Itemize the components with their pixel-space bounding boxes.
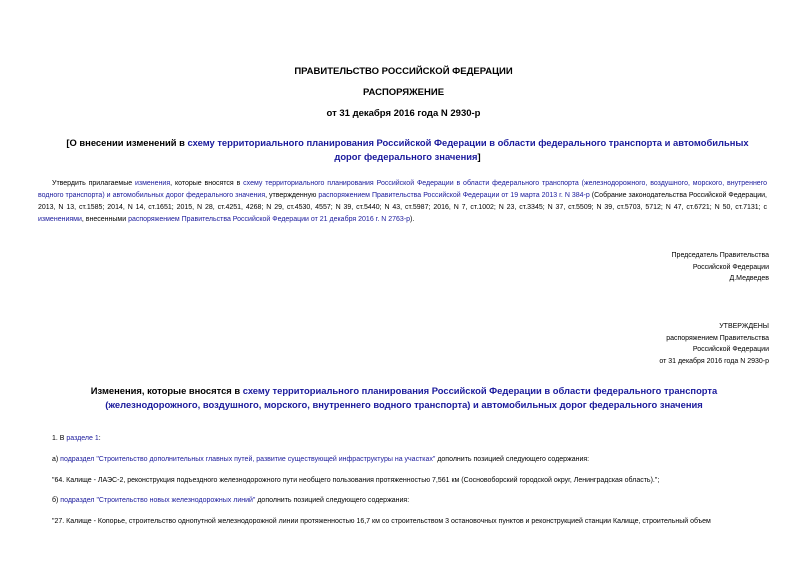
para-text: Утвердить прилагаемые <box>52 180 135 187</box>
order-384-link[interactable]: распоряжением Правительства Российской Федерации от 19 марта 2013 г. N 384-р <box>318 192 590 199</box>
changes-link[interactable]: изменения <box>134 180 171 187</box>
item-text: 1. В <box>52 435 67 442</box>
item-b <box>52 495 409 507</box>
signature-block <box>672 250 769 285</box>
item-text: дополнить позицией следующего содержания: <box>435 456 590 463</box>
para-text: , внесенными <box>81 216 129 223</box>
para-text: ). <box>410 216 415 223</box>
position-27: "27. Калище - Копорье, строительство однопутной железнодорожной линии протяженностью 16,7 км со строительством 3 остановочных пунктов и реконструкцией станции Калище, строительный объем <box>52 518 711 525</box>
subsection-additional-tracks-link[interactable]: подраздел "Строительство дополнительных главных путей, развитие существующей инфраструктуры на участках" <box>60 456 436 463</box>
approval-country: Российской Федерации <box>692 346 769 353</box>
section-1-link[interactable]: разделе 1 <box>66 435 99 442</box>
approval-date: от 31 декабря 2016 года N 2930-р <box>659 357 769 365</box>
signature-position: Председатель Правительства <box>671 252 769 259</box>
item-a <box>52 454 589 466</box>
changes-title <box>48 384 760 412</box>
item-text: а) <box>52 456 61 463</box>
item-text: б) <box>52 497 61 504</box>
approval-block <box>659 321 769 367</box>
signature-name: Д.Медведев <box>729 275 769 282</box>
para-text: , утвержденную <box>265 192 319 199</box>
item-text: дополнить позицией следующего содержания: <box>255 497 410 504</box>
document-date-number: от 31 декабря 2016 года N 2930-р <box>326 108 481 119</box>
changes-scheme-link[interactable]: схему территориального планирования Российской Федерации в области федерального транспорта (железнодорожного, воздушного, морского, внутреннего водного транспорта) и автомобильных дорог федерального значения <box>105 385 718 410</box>
main-paragraph <box>38 178 767 226</box>
signature-country: Российской Федерации <box>692 263 769 271</box>
subject-scheme-link[interactable]: схему территориального планирования Российской Федерации в области федерального транспорта и автомобильных дорог федерального значения <box>187 137 749 162</box>
item-text: : <box>98 435 101 442</box>
subsection-new-lines-link[interactable]: подраздел "Строительство новых железнодорожных линий" <box>60 497 256 504</box>
subject-prefix: [О внесении изменений в <box>66 137 188 148</box>
scheme-link[interactable]: схему территориального планирования Российской Федерации в области федерального транспорта (железнодорожного, воздушного, морского, внутреннего водного транспорта) и автомобильных дорог федерального значения <box>38 180 767 199</box>
amendments-link[interactable]: изменениями <box>38 216 82 223</box>
item-1 <box>52 433 101 445</box>
para-text: (Собрание законодательства Российской Федерации, 2013, N 13, ст.1585; 2014, N 14, ст.1651; 2015, N 28, ст.4251, 4268; N 29, ст.4530, 4557; N 39, ст.5440; N 43, ст.5987; 2016, N 7, ст.1002; N 23, ст.3345; N 37, ст.5509; N 39, ст.5703, 5712; N 47, ст.6721; N 50, ст.7131; с <box>38 192 767 211</box>
approval-heading: УТВЕРЖДЕНЫ <box>719 323 769 330</box>
changes-title-prefix: Изменения, которые вносятся в <box>90 385 243 396</box>
document-type: РАСПОРЯЖЕНИЕ <box>362 87 445 98</box>
para-text: , которые вносятся в <box>170 180 244 187</box>
position-64: "64. Калище - ЛАЭС-2, реконструкция подъездного железнодорожного пути необщего пользования протяженностью 7,561 км (Сосновоборский городской округ, Ленинградская область)."; <box>52 477 660 484</box>
document-subject <box>60 136 755 164</box>
approval-order: распоряжением Правительства <box>666 334 769 342</box>
subject-suffix: ] <box>477 151 481 162</box>
order-2763-link[interactable]: распоряжением Правительства Российской Федерации от 21 декабря 2016 г. N 2763-р <box>128 216 411 223</box>
government-heading: ПРАВИТЕЛЬСТВО РОССИЙСКОЙ ФЕДЕРАЦИИ <box>294 66 513 77</box>
